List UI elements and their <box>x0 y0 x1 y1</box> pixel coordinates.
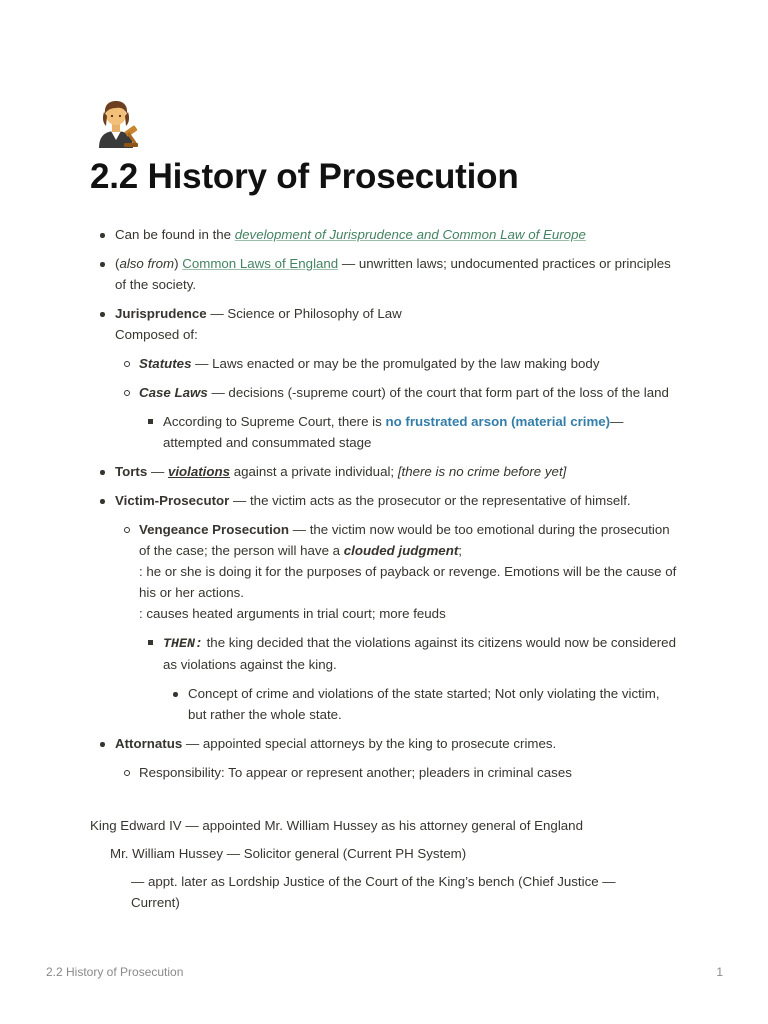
highlight-frustrated-arson: no frustrated arson (material crime) <box>385 414 611 429</box>
notes-body <box>90 224 680 791</box>
list-item-then <box>139 632 680 725</box>
footer-title: 2.2 History of Prosecution <box>46 965 184 979</box>
vengeance-note-1: : he or she is doing it for the purposes of payback or revenge. Emotions will be the cause of his or her actions. <box>139 564 677 600</box>
item-text: According to Supreme Court, there is <box>163 414 386 429</box>
paragraph-text: Mr. William Hussey — Solicitor general (Current PH System) <box>110 846 467 861</box>
list-item-supreme-court <box>139 411 680 453</box>
list-item-torts <box>90 461 680 482</box>
term-case-laws: Case Laws <box>139 385 208 400</box>
dash: — <box>147 464 168 479</box>
torts-note: [there is no crime before yet] <box>397 464 567 479</box>
item-text: — unwritten laws; undocumented practices or principles of the society. <box>115 256 671 292</box>
term-torts: Torts <box>115 464 148 479</box>
list-item-jurisprudence-source <box>90 224 680 245</box>
list-item-responsibility <box>115 762 680 783</box>
term-victim-prosecutor: Victim-Prosecutor <box>115 493 230 508</box>
list-item-concept-of-crime <box>163 683 680 725</box>
item-text: against a private individual; <box>230 464 398 479</box>
item-text: — attempted and consummated stage <box>163 414 624 450</box>
common-laws-england-link[interactable]: Common Laws of England <box>182 256 339 271</box>
list-item-statutes <box>115 353 680 374</box>
term-attornatus: Attornatus <box>115 736 183 751</box>
paragraph-text: King Edward IV — appointed Mr. William Hussey as his attorney general of England <box>90 818 583 833</box>
judge-emoji-icon <box>90 98 142 148</box>
paragraph-text: — appt. later as Lordship Justice of the Court of the King’s bench (Chief Justice — Current) <box>131 874 616 910</box>
definition: — Laws enacted or may be the promulgated by the law making body <box>191 356 600 371</box>
term-jurisprudence: Jurisprudence <box>115 306 207 321</box>
main-bullet-list <box>90 224 680 783</box>
term-statutes: Statutes <box>139 356 192 371</box>
page-number: 1 <box>716 965 723 979</box>
definition: — Science or Philosophy of Law <box>206 306 402 321</box>
then-label: THEN: <box>163 636 203 651</box>
item-text: Concept of crime and violations of the state started; Not only violating the victim, but rather the whole state. <box>188 686 660 722</box>
victim-prosecutor-sublist <box>115 519 680 725</box>
term-vengeance-prosecution: Vengeance Prosecution <box>139 522 290 537</box>
page-title: 2.2 History of Prosecution <box>90 157 519 196</box>
item-text: Can be found in the <box>115 227 235 242</box>
semicolon: ; <box>458 543 462 558</box>
jurisprudence-sublist <box>115 353 680 453</box>
term-clouded-judgment: clouded judgment <box>343 543 459 558</box>
list-item-victim-prosecutor <box>90 490 680 725</box>
attornatus-sublist <box>115 762 680 783</box>
list-item-jurisprudence <box>90 303 680 453</box>
item-text: the king decided that the violations against its citizens would now be considered as violations against the king. <box>163 635 676 672</box>
composed-of-label: Composed of: <box>115 327 198 342</box>
definition: — appointed special attorneys by the king to prosecute crimes. <box>182 736 557 751</box>
list-item-common-laws <box>90 253 680 295</box>
list-item-vengeance-prosecution <box>115 519 680 725</box>
development-jurisprudence-link[interactable]: development of Jurisprudence and Common Law of Europe <box>234 227 586 242</box>
then-sublist <box>163 683 680 725</box>
vengeance-sublist <box>139 632 680 725</box>
paren-open: ( <box>115 256 120 271</box>
vengeance-note-2: : causes heated arguments in trial court; more feuds <box>139 606 446 621</box>
case-laws-sublist <box>139 411 680 453</box>
term-violations: violations <box>167 464 231 479</box>
item-text: Responsibility: To appear or represent another; pleaders in criminal cases <box>139 765 572 780</box>
definition: — the victim now would be too emotional during the prosecution of the case; the person will have a <box>139 522 670 558</box>
definition: — decisions (-supreme court) of the court that form part of the loss of the land <box>207 385 669 400</box>
also-from-label: also from <box>119 256 175 271</box>
list-item-case-laws <box>115 382 680 453</box>
paren-close: ) <box>174 256 183 271</box>
definition: — the victim acts as the prosecutor or the representative of himself. <box>229 493 631 508</box>
list-item-attornatus <box>90 733 680 783</box>
